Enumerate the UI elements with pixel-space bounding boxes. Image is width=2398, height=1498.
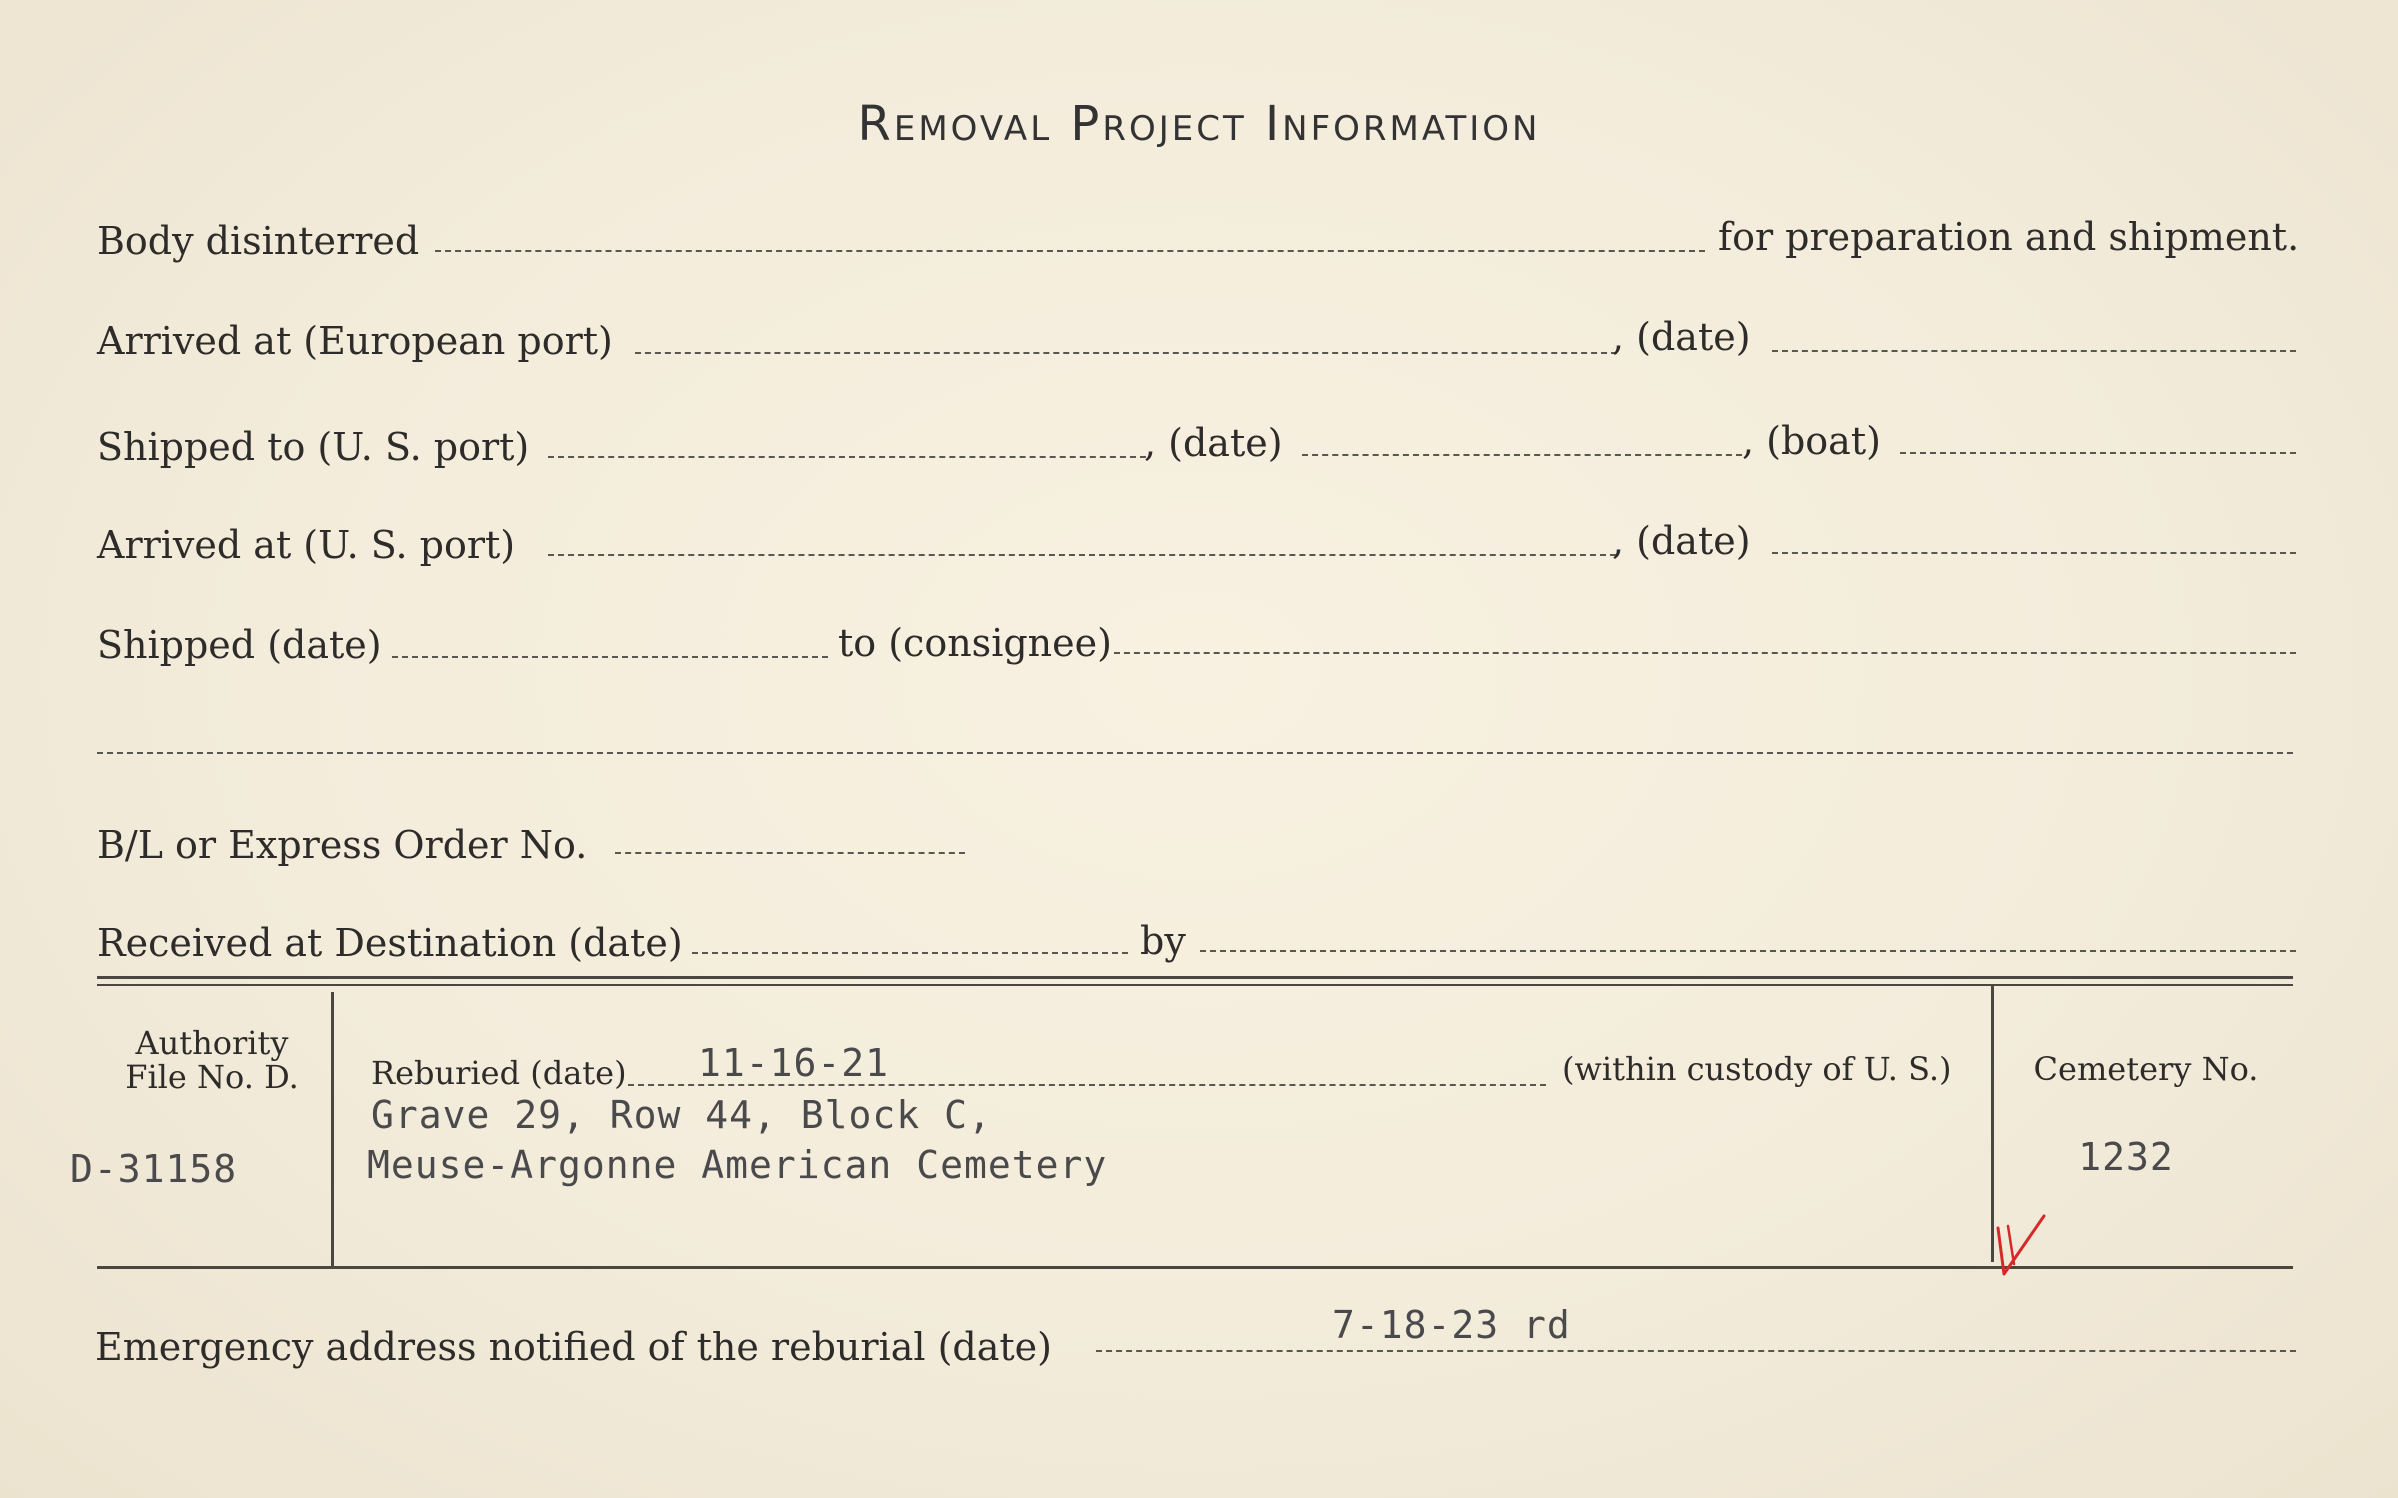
reburied-date-value: 11-16-21	[698, 1041, 890, 1085]
shipped-us-port-label: Shipped to (U. S. port)	[97, 425, 530, 469]
grave-location-line-1: Grave 29, Row 44, Block C,	[371, 1093, 992, 1137]
shipped-boat-line	[1900, 452, 2296, 454]
cemetery-number-label: Cemetery No.	[2033, 1050, 2259, 1088]
red-check-mark-icon	[1992, 1212, 2052, 1282]
arrived-us-date-label: , (date)	[1612, 519, 1751, 563]
received-by-line	[1200, 950, 2296, 952]
cemetery-number-value: 1232	[2078, 1135, 2174, 1179]
arrived-european-port-line	[635, 352, 1617, 354]
emergency-address-line	[1096, 1350, 2296, 1352]
consignee-continuation-line	[97, 752, 2293, 754]
bl-order-label: B/L or Express Order No.	[97, 823, 588, 867]
box-bottom-rule	[97, 1266, 2293, 1269]
box-divider-left	[331, 992, 334, 1268]
card-title: Removal Project Information	[857, 96, 1541, 152]
arrived-us-port-label: Arrived at (U. S. port)	[97, 523, 516, 567]
preparation-shipment-label: for preparation and shipment.	[1718, 215, 2300, 259]
grave-location-line-2: Meuse-Argonne American Cemetery	[367, 1143, 1108, 1187]
custody-label: (within custody of U. S.)	[1562, 1050, 1952, 1088]
authority-label-line-1: Authority	[135, 1024, 289, 1062]
received-destination-label: Received at Destination (date)	[97, 921, 683, 965]
shipped-date-label: Shipped (date)	[97, 623, 382, 667]
consignee-label: to (consignee)	[838, 621, 1112, 665]
arrived-european-port-label: Arrived at (European port)	[97, 319, 613, 363]
bl-order-line	[615, 852, 965, 854]
shipped-us-date-line	[1302, 454, 1742, 456]
received-by-label: by	[1140, 919, 1186, 963]
emergency-address-label: Emergency address notified of the reburial (date)	[95, 1325, 1052, 1369]
emergency-address-date: 7-18-23 rd	[1332, 1303, 1571, 1347]
arrived-us-port-line	[548, 554, 1616, 556]
shipped-date-line	[392, 656, 828, 658]
consignee-line	[1114, 652, 2296, 654]
arrived-european-date-line	[1772, 350, 2296, 352]
authority-file-number: D-31158	[70, 1147, 238, 1191]
box-top-rule-2	[97, 984, 2293, 986]
arrived-european-date-label: , (date)	[1612, 315, 1751, 359]
shipped-us-port-line	[548, 456, 1146, 458]
shipped-us-date-label: , (date)	[1144, 421, 1283, 465]
arrived-us-date-line	[1772, 552, 2296, 554]
received-destination-line	[692, 952, 1128, 954]
body-disinterred-label: Body disinterred	[97, 219, 420, 263]
authority-label-line-2: File No. D.	[125, 1058, 299, 1096]
body-disinterred-line	[435, 250, 1705, 252]
reburied-date-label: Reburied (date)	[371, 1054, 627, 1092]
shipped-boat-label: , (boat)	[1742, 419, 1881, 463]
box-top-rule-1	[97, 976, 2293, 979]
